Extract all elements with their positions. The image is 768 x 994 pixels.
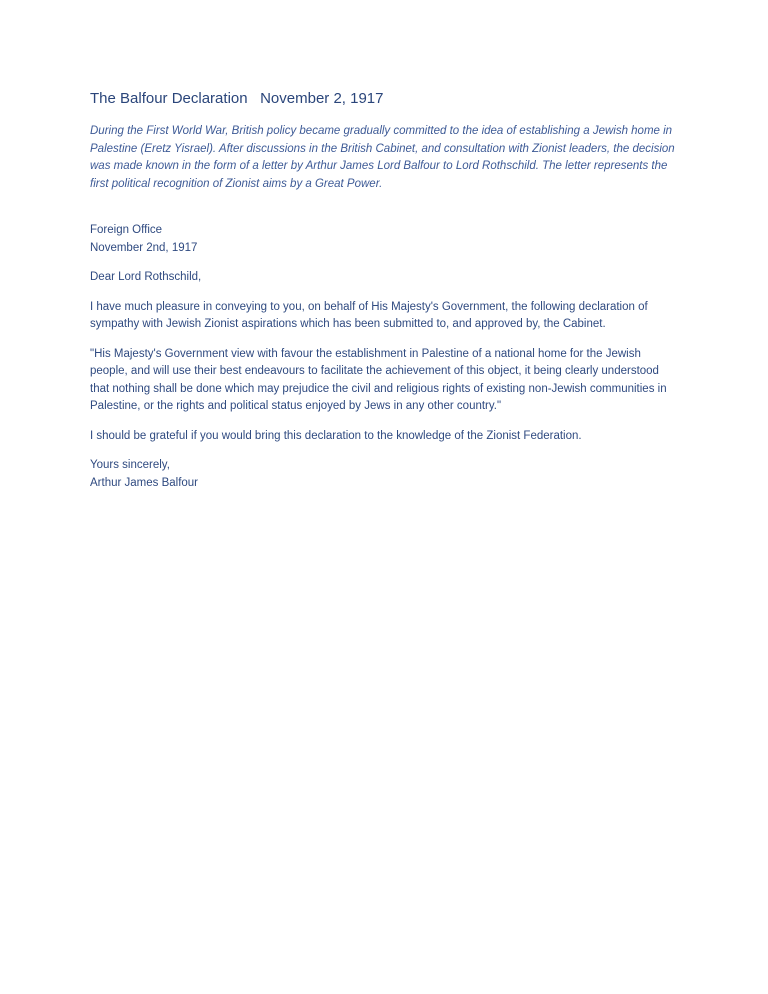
letter-date: November 2nd, 1917 — [90, 241, 198, 254]
closing-phrase: Yours sincerely, — [90, 459, 170, 471]
letter-paragraph-1: I have much pleasure in conveying to you, on behalf of His Majesty's Government, the following declaration of sympathy with Jewish Zionist aspirations which has been submitted to, and approved by, the Cabinet. — [90, 300, 648, 330]
letter-header — [90, 222, 680, 257]
sender-office: Foreign Office — [90, 224, 163, 236]
letter-paragraph-2: I should be grateful if you would bring this declaration to the knowledge of the Zionist Federation. — [90, 429, 582, 442]
declaration-quote: "His Majesty's Government view with favour the establishment in Palestine of a national home for the Jewish people, and will use their best endeavours to facilitate the achievement of this object, it being clearly understood that nothing shall be done which may prejudice the civil and religious rights of existing non-Jewish communities in Palestine, or the rights and political status enjoyed by Jews in any other country." — [90, 347, 667, 412]
document-title: The Balfour Declaration November 2, 1917 — [90, 90, 384, 107]
intro-paragraph: During the First World War, British policy became gradually committed to the idea of establishing a Jewish home in Palestine (Eretz Yisrael). After discussions in the British Cabinet, and consultation with Zionist leaders, the decision was made known in the form of a letter by Arthur James Lord Balfour to Lord Rothschild. The letter represents the first political recognition of Zionist aims by a Great Power. — [90, 125, 675, 190]
signature: Arthur James Balfour — [90, 476, 199, 489]
letter-body — [90, 222, 680, 492]
document-page — [90, 90, 680, 504]
salutation: Dear Lord Rothschild, — [90, 271, 202, 283]
letter-closing — [90, 457, 680, 492]
